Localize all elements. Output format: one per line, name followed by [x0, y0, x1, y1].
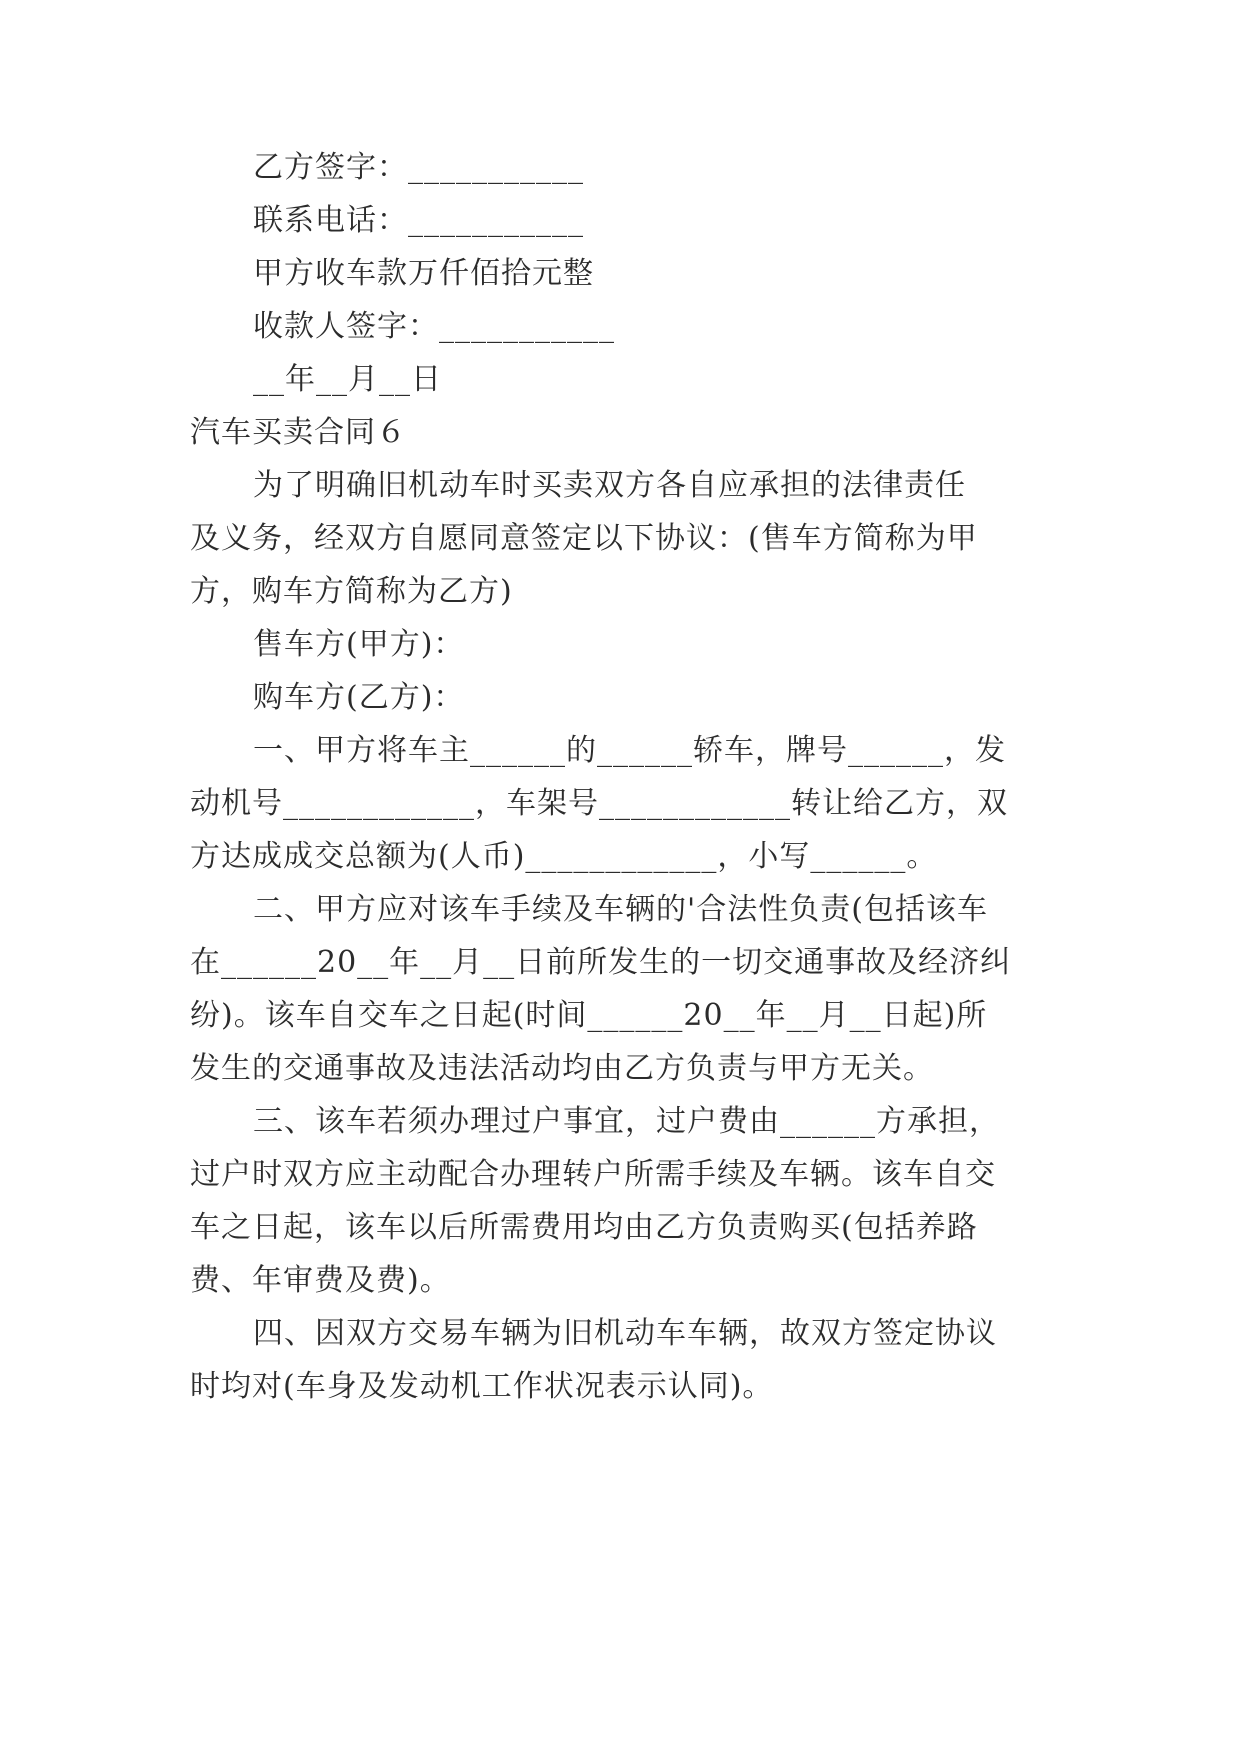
seller-line: 售车方(甲方)： [253, 627, 465, 662]
clause-4-line-2: 时均对(车身及发动机工作状况表示认同)。 [190, 1369, 774, 1404]
clause-1-line-1: 一、甲方将车主______的______轿车，牌号______，发 [253, 733, 1006, 768]
clause-3-line-2: 过户时双方应主动配合办理转户所需手续及车辆。该车自交 [190, 1157, 996, 1192]
party-b-signature-line: 乙方签字：___________ [253, 150, 584, 185]
preamble-line-3: 方，购车方简称为乙方) [190, 574, 513, 609]
preamble-line-1: 为了明确旧机动车时买卖双方各自应承担的法律责任 [253, 468, 966, 503]
contact-phone-line: 联系电话：___________ [253, 203, 584, 238]
contract-title: 汽车买卖合同６ [190, 415, 407, 450]
payment-received-line: 甲方收车款万仟佰拾元整 [253, 256, 594, 291]
clause-2-line-4: 发生的交通事故及违法活动均由乙方负责与甲方无关。 [190, 1051, 934, 1086]
clause-2-line-1: 二、甲方应对该车手续及车辆的'合法性负责(包括该车 [253, 892, 988, 927]
preamble-line-2: 及义务，经双方自愿同意签定以下协议：(售车方简称为甲 [190, 521, 978, 556]
clause-4-line-1: 四、因双方交易车辆为旧机动车车辆，故双方签定协议 [253, 1316, 997, 1351]
clause-3-line-4: 费、年审费及费)。 [190, 1263, 451, 1298]
payee-signature-line: 收款人签字：___________ [253, 309, 615, 344]
clause-1-line-2: 动机号____________，车架号____________转让给乙方，双 [190, 786, 1008, 821]
clause-2-line-2: 在______20__年__月__日前所发生的一切交通事故及经济纠 [190, 945, 1012, 980]
clause-2-line-3: 纷)。该车自交车之日起(时间______20__年__月__日起)所 [190, 998, 988, 1033]
date-line: __年__月__日 [253, 362, 442, 397]
buyer-line: 购车方(乙方)： [253, 680, 465, 715]
clause-3-line-3: 车之日起，该车以后所需费用均由乙方负责购买(包括养路 [190, 1210, 978, 1245]
clause-1-line-3: 方达成成交总额为(人币)____________，小写______。 [190, 839, 938, 874]
clause-3-line-1: 三、该车若须办理过户事宜，过户费由______方承担， [253, 1104, 1000, 1139]
